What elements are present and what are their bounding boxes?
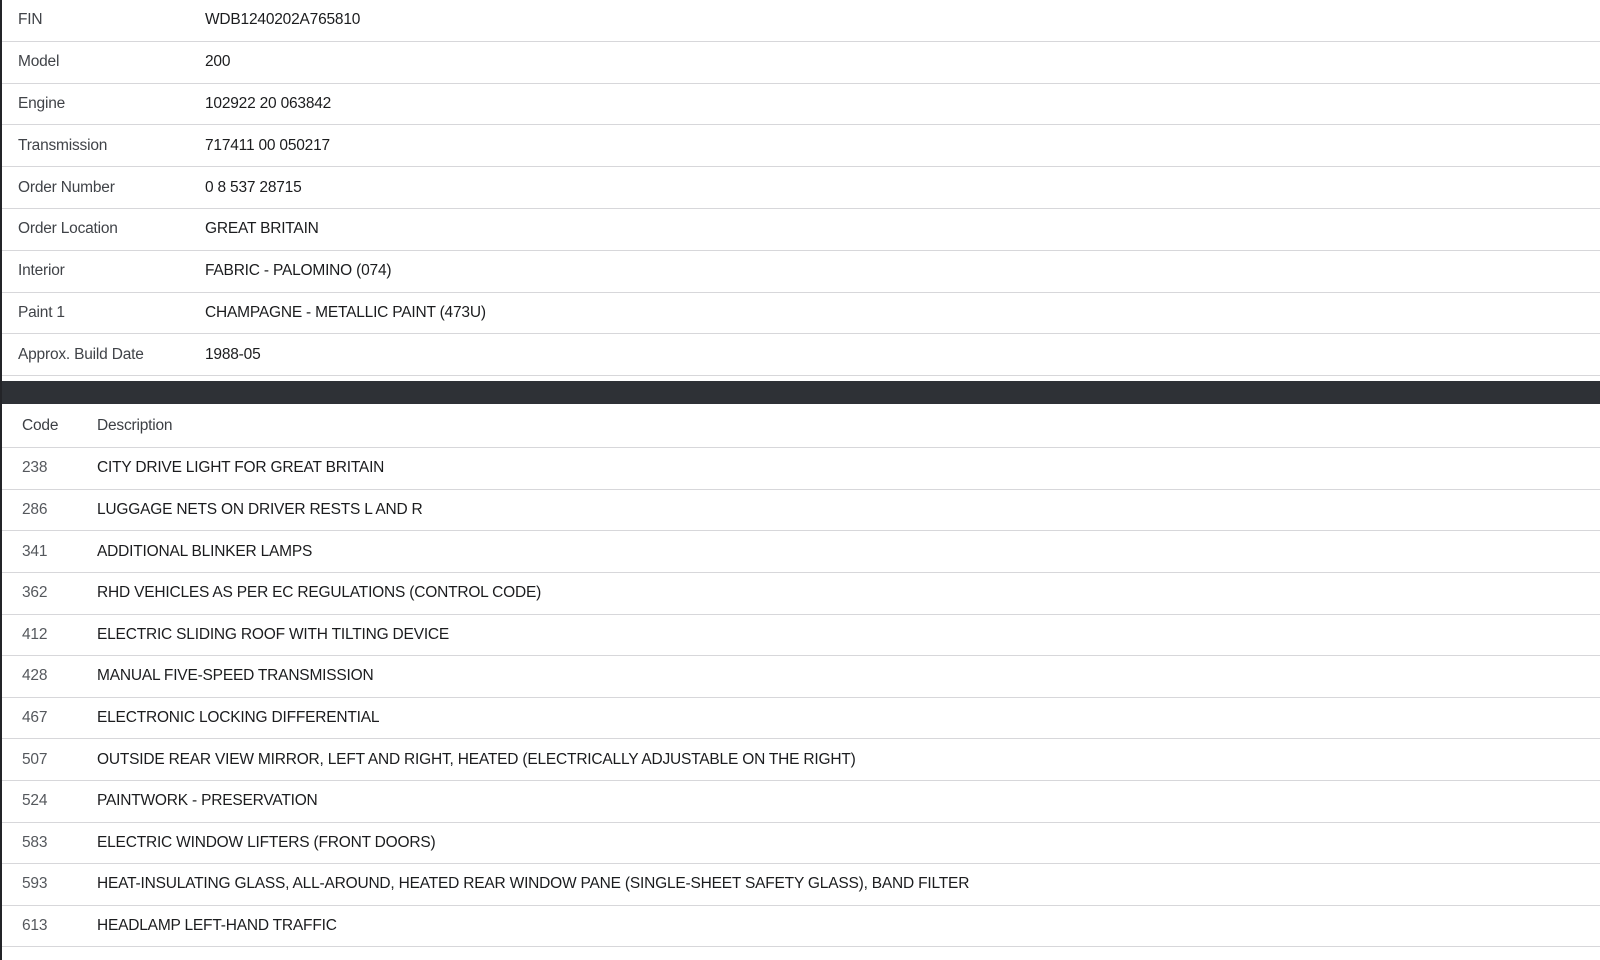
vehicle-info-label: Model: [18, 53, 60, 71]
equipment-code: 467: [22, 709, 48, 727]
description-column-header: Description: [97, 416, 173, 434]
equipment-code: 286: [22, 501, 48, 519]
equipment-code: 524: [22, 792, 48, 810]
codes-table-header: [2, 404, 1600, 448]
vehicle-info-table: [2, 0, 1600, 376]
equipment-description: ELECTRIC SLIDING ROOF WITH TILTING DEVICE: [97, 625, 450, 643]
equipment-description: ELECTRIC WINDOW LIFTERS (FRONT DOORS): [97, 833, 436, 851]
equipment-code: 593: [22, 875, 48, 893]
equipment-code-row: [2, 698, 1600, 740]
equipment-code-row: [2, 573, 1600, 615]
vehicle-info-value: 717411 00 050217: [205, 136, 330, 154]
vehicle-info-label: Paint 1: [18, 303, 65, 321]
vehicle-info-label: Interior: [18, 262, 65, 280]
vehicle-info-label: Approx. Build Date: [18, 345, 144, 363]
equipment-description: ADDITIONAL BLINKER LAMPS: [97, 542, 313, 560]
vehicle-info-value: 0 8 537 28715: [205, 178, 302, 196]
vehicle-info-label: Engine: [18, 94, 66, 112]
vehicle-info-value: 102922 20 063842: [205, 94, 332, 112]
equipment-code: 362: [22, 584, 48, 602]
equipment-description: ELECTRONIC LOCKING DIFFERENTIAL: [97, 709, 380, 727]
vehicle-info-label: Order Location: [18, 220, 118, 238]
equipment-code-row: [2, 781, 1600, 823]
vehicle-info-row: [2, 125, 1600, 167]
equipment-description: OUTSIDE REAR VIEW MIRROR, LEFT AND RIGHT, HEATED (ELECTRICALLY ADJUSTABLE ON THE RIGHT): [97, 750, 856, 768]
vehicle-info-row: [2, 42, 1600, 84]
equipment-code-row: [2, 739, 1600, 781]
vehicle-info-row: [2, 293, 1600, 335]
codes-table-body: [2, 448, 1600, 947]
equipment-code: 507: [22, 750, 48, 768]
vehicle-info-row: [2, 0, 1600, 42]
equipment-code: 583: [22, 833, 48, 851]
vehicle-info-value: GREAT BRITAIN: [205, 220, 319, 238]
equipment-description: HEAT-INSULATING GLASS, ALL-AROUND, HEATED REAR WINDOW PANE (SINGLE-SHEET SAFETY GLASS), BAND FILTER: [97, 875, 970, 893]
equipment-code: 613: [22, 917, 48, 934]
equipment-code-row: [2, 490, 1600, 532]
vehicle-info-value: WDB1240202A765810: [205, 11, 361, 29]
equipment-code-row: [2, 864, 1600, 906]
vehicle-info-label: Order Number: [18, 178, 115, 196]
equipment-code-row: [2, 615, 1600, 657]
equipment-description: MANUAL FIVE-SPEED TRANSMISSION: [97, 667, 374, 685]
vehicle-info-label: Transmission: [18, 136, 108, 154]
vehicle-info-label: FIN: [18, 11, 43, 29]
equipment-description: CITY DRIVE LIGHT FOR GREAT BRITAIN: [97, 459, 385, 477]
equipment-codes-table: [2, 404, 1600, 947]
vehicle-info-value: CHAMPAGNE - METALLIC PAINT (473U): [205, 303, 486, 321]
equipment-code-row: [2, 531, 1600, 573]
code-column-header: Code: [22, 416, 59, 434]
vehicle-info-row: [2, 251, 1600, 293]
vehicle-info-row: [2, 334, 1600, 376]
equipment-code: 341: [22, 542, 48, 560]
equipment-description: LUGGAGE NETS ON DRIVER RESTS L AND R: [97, 501, 423, 519]
equipment-code: 428: [22, 667, 48, 685]
equipment-code-row: [2, 823, 1600, 865]
vehicle-info-value: 200: [205, 53, 231, 71]
equipment-code-row: [2, 656, 1600, 698]
vehicle-info-row: [2, 167, 1600, 209]
equipment-code-row: [2, 448, 1600, 490]
equipment-code: 238: [22, 459, 48, 477]
equipment-description: RHD VEHICLES AS PER EC REGULATIONS (CONTROL CODE): [97, 584, 542, 602]
vehicle-info-value: FABRIC - PALOMINO (074): [205, 262, 392, 280]
equipment-description: HEADLAMP LEFT-HAND TRAFFIC: [97, 917, 337, 934]
vehicle-info-row: [2, 209, 1600, 251]
vehicle-info-row: [2, 84, 1600, 126]
equipment-code-row: [2, 906, 1600, 948]
section-divider-bar: [0, 381, 1600, 404]
equipment-code: 412: [22, 625, 48, 643]
vehicle-info-value: 1988-05: [205, 345, 261, 363]
equipment-description: PAINTWORK - PRESERVATION: [97, 792, 318, 810]
